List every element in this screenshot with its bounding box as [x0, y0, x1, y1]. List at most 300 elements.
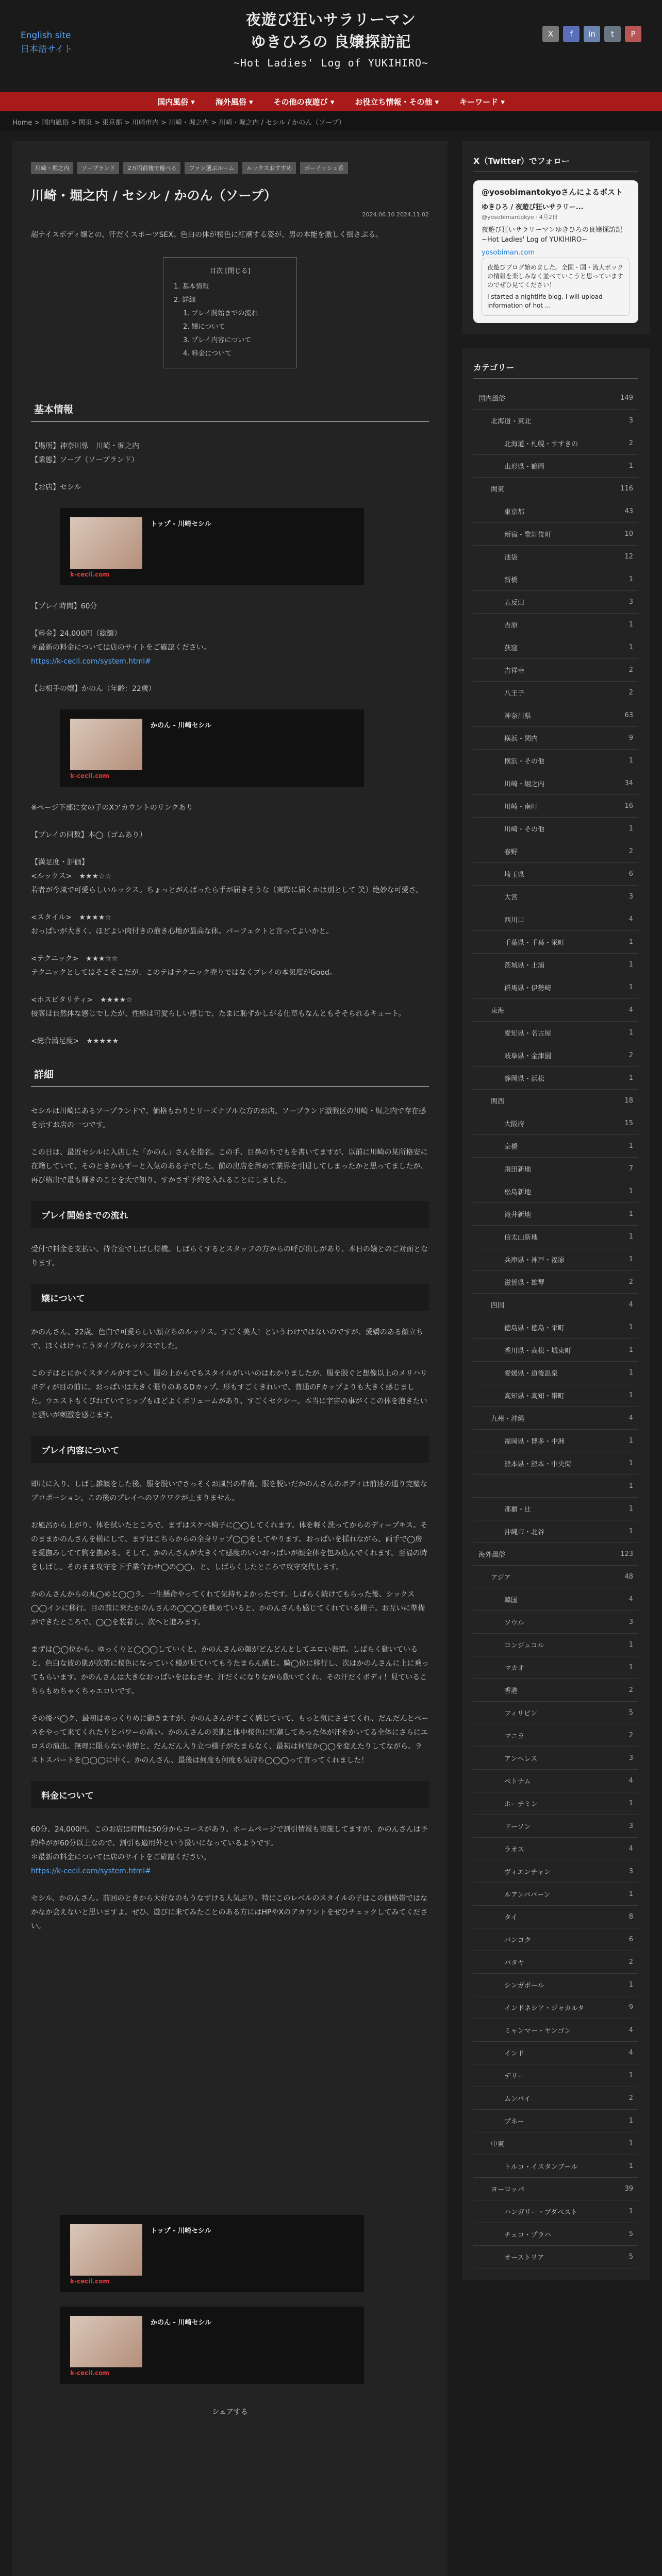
category-label: 飛田新地	[504, 1166, 532, 1174]
category-label: バンコク	[504, 1937, 532, 1944]
category-tag[interactable]: ボーイッシュ系	[300, 162, 348, 174]
category-item[interactable]	[473, 1679, 638, 1702]
flow-para: 受付で料金を支払い、待合室でしばし待機。しばらくするとスタッフの方からの呼び出しがあり、本日の嬢とのご対面となります。	[31, 1245, 428, 1267]
category-item[interactable]	[473, 1407, 638, 1430]
card-title: かのん - 川崎セシル	[151, 2319, 212, 2327]
category-item[interactable]	[473, 1339, 638, 1362]
category-item[interactable]	[473, 1724, 638, 1747]
category-label: 四国	[491, 1302, 505, 1310]
heading-girl: 嬢について	[31, 1284, 429, 1311]
closing-para: セシル、かのんさん。前回のときから大好なのもうなずける人気ぶり。特にこのレベルのスタイルの子はこの価格帯ではなかなか会えないと思いますよ。ぜひ、遊びに来てみたことのある方にはHPやXのアカウントをぜひチェックしてみてください。	[31, 1894, 428, 1930]
category-item[interactable]	[473, 500, 638, 523]
category-label: 大阪府	[504, 1121, 525, 1128]
play-para: まずは◯◯位から。ゆっくりと◯◯◯していくと、かのんさんの顔がどんどんとしてエロい表情。しばらく動いていると、色白な彼の肌が次第に桜色になっていく様が見ていてもうたまらん感じ。騎◯位に移行し、次はかのんさんに上に乗ってもらいます。かのんさんは大きなおっぱいをはねさせ、汗だくになりながら動いてくれ、その汗だくボディ！見ているこちらもめちゃくちゃエロいです。	[31, 1646, 429, 1696]
category-label: フィリピン	[504, 1710, 537, 1718]
category-count: 1	[628, 621, 633, 629]
category-label: ベトナム	[504, 1778, 531, 1786]
category-item[interactable]	[473, 2132, 638, 2155]
category-item[interactable]	[473, 455, 638, 478]
category-count: 1	[628, 1505, 633, 1513]
category-item[interactable]	[473, 2110, 638, 2132]
system-link[interactable]: https://k-cecil.com/system.html#	[31, 1867, 151, 1875]
category-label: ソウル	[504, 1619, 524, 1627]
category-item[interactable]	[473, 1180, 638, 1203]
category-item[interactable]	[473, 591, 638, 614]
info-area: 【場所】神奈川県 川崎・堀之内	[31, 442, 139, 450]
category-count: 63	[624, 711, 633, 719]
category-label: インド	[504, 2050, 525, 2058]
tweet-body: 夜遊び狂いサラリーマンゆきひろの良嬢探訪記 ~Hot Ladies' Log of YUKIHIRO~	[482, 226, 623, 244]
category-label: チェコ・プラハ	[504, 2231, 551, 2239]
card-thumbnail	[70, 2224, 142, 2276]
category-label: 春野	[504, 849, 518, 856]
category-item[interactable]	[473, 2064, 638, 2087]
category-count: 8	[628, 1913, 633, 1921]
linkedin-icon[interactable]: in	[584, 26, 600, 42]
category-count: 1	[628, 1460, 633, 1467]
category-item[interactable]	[473, 614, 638, 636]
category-item[interactable]	[473, 1951, 638, 1974]
category-label: 松島新地	[504, 1189, 532, 1196]
category-count: 1	[628, 1800, 633, 1807]
category-item[interactable]	[473, 840, 638, 863]
category-item[interactable]	[473, 1747, 638, 1770]
category-item[interactable]	[473, 1498, 638, 1520]
category-count: 4	[628, 1596, 633, 1603]
category-item[interactable]	[473, 478, 638, 500]
category-label: 荻窪	[504, 645, 518, 652]
category-label: デリー	[504, 2073, 525, 2080]
category-item[interactable]	[473, 1634, 638, 1656]
basic-info-block	[31, 439, 429, 495]
rating-style: <スタイル> ★★★★☆	[31, 913, 111, 922]
category-count: 18	[624, 1097, 633, 1105]
category-label: ルアンパバーン	[504, 1891, 551, 1899]
category-item[interactable]	[473, 1974, 638, 1996]
category-item[interactable]	[473, 750, 638, 772]
rating-looks: <ルックス> ★★★☆☆	[31, 872, 112, 880]
category-count: 3	[628, 893, 633, 901]
category-label: 横浜・その他	[504, 758, 545, 766]
category-label: 千葉県・千葉・栄町	[504, 939, 565, 947]
category-tag[interactable]: ソープランド	[77, 162, 119, 174]
category-label: オーストリア	[504, 2254, 544, 2262]
category-label: 韓国	[504, 1597, 518, 1604]
info-repeat: 【プレイの回数】本◯（ゴムあり）	[31, 831, 147, 839]
category-widget	[462, 348, 650, 2280]
category-count: 1	[628, 1641, 633, 1649]
info-price: 【料金】24,000円（総額）	[31, 630, 121, 638]
category-item[interactable]	[473, 704, 638, 727]
category-item[interactable]	[473, 2042, 638, 2064]
category-label: 海外風俗	[478, 1551, 506, 1559]
category-item[interactable]	[473, 2223, 638, 2246]
category-label: 中東	[491, 2141, 505, 2148]
category-count: 1	[628, 1074, 633, 1082]
category-label: 北海道・札幌・すすきの	[504, 440, 578, 448]
category-count: 1	[628, 575, 633, 583]
category-item[interactable]	[473, 727, 638, 750]
category-count: 6	[628, 1936, 633, 1943]
price-para	[31, 1823, 429, 1878]
category-label: アジア	[491, 1574, 511, 1582]
category-label: 愛知県・名古屋	[504, 1030, 552, 1038]
category-count: 2	[628, 848, 633, 855]
category-label: コンジュコル	[504, 1642, 544, 1650]
price-block	[31, 600, 429, 696]
category-count: 1	[628, 1029, 633, 1037]
category-item[interactable]	[473, 1271, 638, 1294]
twitter-widget-title: X（Twitter）でフォロー	[473, 155, 638, 172]
category-count: 1	[628, 2140, 633, 2147]
category-label: ホーチミン	[504, 1801, 538, 1808]
category-item[interactable]	[473, 1566, 638, 1588]
category-count: 48	[624, 1573, 633, 1581]
category-item[interactable]	[473, 1316, 638, 1339]
category-item[interactable]	[473, 976, 638, 999]
category-count: 1	[628, 1664, 633, 1671]
category-count: 2	[628, 1958, 633, 1966]
tweet-header: @yosobimantokyoさんによるポスト	[482, 188, 623, 197]
category-label: 沖縄市・北谷	[504, 1529, 545, 1536]
category-item[interactable]	[473, 1452, 638, 1475]
rating-block	[31, 801, 429, 1048]
category-count: 1	[628, 1142, 633, 1150]
category-count: 2	[628, 439, 633, 447]
category-label: 川崎・南町	[504, 803, 538, 811]
card-url: k-cecil.com	[70, 2278, 109, 2285]
tweet-link[interactable]: yosobiman.com	[482, 249, 535, 257]
card-title: かのん - 川崎セシル	[151, 722, 212, 730]
category-label: 那覇・辻	[504, 1506, 532, 1514]
category-item[interactable]	[473, 1430, 638, 1452]
pinterest-icon[interactable]: P	[625, 26, 641, 42]
category-label: 高知県・高知・帯町	[504, 1393, 565, 1400]
category-tag[interactable]: 川崎・堀之内	[31, 162, 73, 174]
category-count: 1	[628, 1369, 633, 1377]
tweet-post	[482, 258, 630, 316]
page-note: ※ページ下部に女の子のXアカウントのリンクあり	[31, 804, 193, 812]
category-count: 10	[624, 530, 633, 538]
category-item[interactable]	[473, 2019, 638, 2042]
category-label: 埼玉県	[504, 871, 525, 879]
category-item[interactable]	[473, 795, 638, 818]
category-label: 岐阜県・金津園	[504, 1053, 552, 1060]
toc-item[interactable]: 2. 詳細	[174, 296, 196, 304]
twitter-embed[interactable]	[473, 180, 638, 323]
category-item[interactable]	[473, 1996, 638, 2019]
category-label: 福岡県・博多・中洲	[504, 1438, 565, 1446]
category-label: 五反田	[504, 599, 525, 607]
category-count: 4	[628, 2049, 633, 2057]
category-label: ヴィエンチャン	[504, 1869, 551, 1876]
category-count: 7	[628, 1165, 633, 1173]
category-item[interactable]	[473, 387, 638, 410]
article	[12, 141, 448, 2576]
article-title: 川崎・堀之内 / セシル / かのん（ソープ）	[31, 188, 277, 203]
card-thumbnail	[70, 719, 142, 770]
category-item[interactable]	[473, 2200, 638, 2223]
play-para: お風呂から上がり、体を拭いたところで、まずはスケべ椅子に◯◯してくれます。体を軽く洗ってからのディープキス。そのままかのんさんを横にして、まずはこちらからの全身リップ◯◯をしてやります。おっぱいを揺れながら、両手で◯房を愛撫みしてて胸を撫める。そして、かのんさんが大きくて感度のいいおっぱいが顔全体を包み込んでくれます。至福の時をしばし。そのまま攻守を下手業合わせ◯の◯◯、と、しばらくしたところで攻守交代します。	[31, 1521, 428, 1571]
category-label: アンヘレス	[504, 1755, 538, 1763]
category-item[interactable]	[473, 2155, 638, 2178]
english-site-link[interactable]: English site	[21, 30, 71, 41]
nav-domestic[interactable]: 国内風俗 ▾	[157, 97, 195, 107]
toc-subitem[interactable]: 1. プレイ開始までの流れ	[183, 310, 258, 317]
category-count: 34	[624, 779, 633, 787]
category-count: 1	[628, 2117, 633, 2125]
category-item[interactable]	[473, 1838, 638, 1860]
category-item[interactable]	[473, 886, 638, 908]
category-tag[interactable]: ルックスおすすめ	[242, 162, 296, 174]
play-para: その後バ◯ク、最初はゆっくりめに動きますが、かのんさんがすごく感じていて、もっと気にさせてくれ、だんだんとペースをやって来てくれたりとパワーの高い。かのんさんの美肌と体中桜色に紅潮してあった体が汗をかいてる全体にさらにエロスの演出。無理に限らない表情と、だんだん入り立つ様子がたまらなく、最初は何度か◯◯を変えたりしてながら、ラストスパートを◯◯◯に中く。かのんさん、最後は何度も何度も気持ち◯◯◯って言ってくれました！	[31, 1715, 429, 1765]
category-item[interactable]	[473, 1384, 638, 1407]
logo-subtitle: ~Hot Ladies' Log of YUKIHIRO~	[233, 57, 429, 69]
category-item[interactable]	[473, 2246, 638, 2268]
category-item[interactable]	[473, 1815, 638, 1838]
category-count: 1	[628, 984, 633, 991]
category-label: トルコ・イスタンブール	[504, 2163, 578, 2171]
category-item[interactable]	[473, 546, 638, 568]
category-item[interactable]	[473, 1588, 638, 1611]
category-item[interactable]	[473, 1135, 638, 1158]
category-count: 1	[628, 757, 633, 765]
girl-para: かのんさん、22歳。色白で可愛らしい顔立ちのルックス。すごく美人！というわけではないのですが、愛嬌のある顔立ちで、ほくはけっこうタイプなルックスでした。	[31, 1328, 423, 1350]
category-label: 香川県・高松・城東町	[504, 1347, 572, 1355]
category-count: 1	[628, 1981, 633, 1989]
category-label: 新宿・歌舞伎町	[504, 531, 552, 539]
link-card-shop[interactable]	[60, 2215, 364, 2292]
category-count: 1	[628, 938, 633, 946]
category-item[interactable]	[473, 1203, 638, 1226]
category-item[interactable]	[473, 999, 638, 1022]
heading-detail: 詳細	[31, 1062, 429, 1087]
category-item[interactable]	[473, 432, 638, 455]
category-item[interactable]	[473, 1543, 638, 1566]
category-count: 3	[628, 1822, 633, 1830]
category-label: 池袋	[504, 554, 518, 562]
logo-line2: ゆきひろの 良嬢探訪記	[251, 33, 411, 50]
category-item[interactable]	[473, 1090, 638, 1112]
category-item[interactable]	[473, 1475, 638, 1498]
category-item[interactable]	[473, 2178, 638, 2200]
category-item[interactable]	[473, 772, 638, 795]
rating-tech: <テクニック> ★★★☆☆	[31, 955, 118, 963]
category-label: ムンバイ	[504, 2095, 531, 2103]
category-label: パタヤ	[504, 1959, 525, 1967]
rating-hosp: <ホスピタリティ> ★★★★☆	[31, 996, 133, 1004]
category-count: 4	[628, 1845, 633, 1853]
toc-title[interactable]: 目次 [閉じる]	[209, 267, 251, 275]
category-count: 9	[628, 734, 633, 742]
category-count: 2	[628, 1686, 633, 1694]
category-label: 愛媛県・道後温泉	[504, 1370, 558, 1378]
category-item[interactable]	[473, 1112, 638, 1135]
category-label: 京橋	[504, 1143, 518, 1151]
category-item[interactable]	[473, 1656, 638, 1679]
toc-subitem[interactable]: 4. 料金について	[183, 350, 232, 358]
toc-subitem[interactable]: 3. プレイ内容について	[183, 336, 252, 344]
category-label: マカオ	[504, 1665, 525, 1672]
tweet-handle: @yosobimantokyo · 4月2日	[482, 214, 558, 221]
category-item[interactable]	[473, 1520, 638, 1543]
nav-overseas[interactable]: 海外風俗 ▾	[215, 97, 253, 107]
breadcrumb[interactable]: Home > 国内風俗 > 関東 > 東京都 > 川崎市内 > 川崎・堀之内 > 川崎・堀之内 / セシル / かのん（ソープ）	[0, 111, 662, 131]
category-item[interactable]	[473, 1226, 638, 1248]
category-item[interactable]	[473, 1928, 638, 1951]
system-link[interactable]: https://k-cecil.com/system.html#	[31, 657, 151, 666]
link-card-girl[interactable]	[60, 2307, 364, 2384]
category-item[interactable]	[473, 1792, 638, 1815]
category-label: 滝井新地	[504, 1211, 532, 1219]
sidebar	[462, 141, 650, 2293]
category-label: 滋賀県・雄琴	[504, 1279, 545, 1287]
heading-price: 料金について	[31, 1781, 429, 1808]
category-item[interactable]	[473, 818, 638, 840]
category-count: 149	[620, 394, 633, 402]
category-count: 4	[628, 916, 633, 923]
card-thumbnail	[70, 517, 142, 569]
category-item[interactable]	[473, 2087, 638, 2110]
rating-hosp-desc: 接客は自然体な感じでしたが、性格は可愛らしい感じで、たまに恥ずかしがる仕草もなんともそそられるキュート。	[31, 1010, 406, 1018]
category-item[interactable]	[473, 1860, 638, 1883]
category-label: 信太山新地	[504, 1234, 538, 1242]
category-item[interactable]	[473, 954, 638, 976]
tweet-text: 夜遊びブログ始めました。全国・国・流大ボックの情報を楽しみなく並べていこうと思っていますのでぜひ見てください！	[487, 264, 624, 289]
x-icon[interactable]: X	[542, 26, 559, 42]
heading-flow: プレイ開始までの流れ	[31, 1201, 429, 1228]
article-lead: 超ナイスボディ嬢との、汗だくスポーツSEX。色白の体が桜色に紅潮する姿が、男の本能を激しく揺さぶる。	[31, 231, 383, 239]
nav-useful-info[interactable]: お役立ち情報・その他 ▾	[355, 97, 439, 107]
category-label: タイ	[504, 1914, 518, 1922]
rating-tech-desc: テクニックとしてはそこそこだが、このテはテクニック売りではなくプレイの本気度がGood。	[31, 969, 337, 977]
tumblr-icon[interactable]: t	[604, 26, 621, 42]
category-label: 東海	[491, 1007, 505, 1015]
link-card-shop[interactable]	[60, 508, 364, 585]
rating-total: <総合満足度> ★★★★★	[31, 1037, 119, 1045]
category-item[interactable]	[473, 1883, 638, 1906]
category-count: 5	[628, 2230, 633, 2238]
category-count: 1	[628, 1210, 633, 1218]
japanese-site-link[interactable]: 日本語サイト	[21, 44, 73, 55]
category-label: ラオス	[504, 1846, 524, 1854]
category-count: 15	[624, 1120, 633, 1127]
category-count: 3	[628, 1618, 633, 1626]
card-url: k-cecil.com	[70, 2369, 109, 2377]
category-item[interactable]	[473, 1248, 638, 1271]
category-item[interactable]	[473, 1906, 638, 1928]
toc-item[interactable]: 1. 基本情報	[174, 283, 209, 291]
category-item[interactable]	[473, 1611, 638, 1634]
category-item[interactable]	[473, 410, 638, 432]
category-item[interactable]	[473, 523, 638, 546]
category-count: 39	[624, 2185, 633, 2193]
category-count: 3	[628, 1754, 633, 1762]
category-label: 西川口	[504, 917, 525, 924]
tweet-author: ゆきひろ / 夜遊び狂いサラリー...	[482, 204, 584, 211]
article-dates: 2024.06.10 2024.11.02	[362, 211, 429, 218]
detail-para: この日は、最近セシルに入店した「かのん」さんを指名。この手、目鼻のちでもを書いてますが、以前に川崎の某所格安に在籍していて、そのときからずーと入気のある子でした。前の出店を辞めて業界を引退してしまったかと思ってましたが、再び格出で最も輝きのことを大で知り、すかさず予約を入れることにしました。	[31, 1148, 428, 1184]
facebook-icon[interactable]: f	[563, 26, 580, 42]
category-count: 3	[628, 598, 633, 606]
category-label: 神奈川県	[504, 713, 532, 720]
category-label: 群馬県・伊勢崎	[504, 985, 552, 992]
price-text: 60分、24,000円。このお店は時間は50分からコースがあり、ホームページで割引情報も実施してますが、かのんさんは予約枠がが60分以上なので、割引も適用外という扱いになっているようです。	[31, 1825, 428, 1848]
category-label: 大宮	[504, 894, 518, 902]
category-count: 1	[628, 961, 633, 969]
category-count: 1	[628, 1482, 633, 1490]
category-item[interactable]	[473, 908, 638, 931]
category-item[interactable]	[473, 1158, 638, 1180]
category-list	[473, 387, 638, 2268]
category-item[interactable]	[473, 931, 638, 954]
category-count: 1	[628, 825, 633, 833]
category-count: 4	[628, 1414, 633, 1422]
category-count: 1	[628, 2208, 633, 2215]
rating-looks-desc: 若者が今風で可愛らしいルックス。ちょっとがんばったら手が届きそうな（実際に届くかは別として 笑）絶妙な可愛さ。	[31, 886, 423, 894]
category-label: 山形県・鶴岡	[504, 463, 545, 471]
category-item[interactable]	[473, 1022, 638, 1044]
category-count: 2	[628, 1052, 633, 1059]
category-label: 九州・沖縄	[491, 1415, 525, 1423]
card-title: トップ - 川崎セシル	[151, 520, 211, 528]
category-label: 吉祥寺	[504, 667, 525, 675]
tweet-text-en: I started a nightlife blog. I will upload information of hot ...	[487, 293, 603, 309]
nav-keywords[interactable]: キーワード ▾	[459, 97, 505, 107]
category-item[interactable]	[473, 1702, 638, 1724]
category-tag[interactable]: ファン選ぶルーム	[185, 162, 238, 174]
category-label: インドネシア・ジャカルタ	[504, 2005, 585, 2012]
category-count: 4	[628, 1006, 633, 1014]
category-item[interactable]	[473, 636, 638, 659]
category-count: 116	[620, 485, 633, 493]
info-shop: 【お店】セシル	[31, 483, 81, 492]
price-note: ＊最新の料金については店のサイトをご確認ください。	[31, 643, 211, 652]
heading-play: プレイ内容について	[31, 1436, 429, 1463]
category-count: 1	[628, 2072, 633, 2079]
category-count: 12	[624, 553, 633, 561]
category-item[interactable]	[473, 1294, 638, 1316]
category-item[interactable]	[473, 863, 638, 886]
category-count: 43	[624, 507, 633, 515]
category-item[interactable]	[473, 1044, 638, 1067]
category-label: 北海道・東北	[491, 418, 532, 426]
category-count: 1	[628, 1324, 633, 1331]
category-item[interactable]	[473, 1770, 638, 1792]
category-item[interactable]	[473, 682, 638, 704]
category-tag[interactable]: 2万円前後で遊べる	[123, 162, 180, 174]
category-count: 1	[628, 643, 633, 651]
logo-line1: 夜遊び狂いサラリーマン	[245, 11, 416, 28]
toc-subitem[interactable]: 2. 嬢について	[183, 323, 225, 331]
category-count: 5	[628, 1709, 633, 1717]
category-item[interactable]	[473, 1067, 638, 1090]
category-count: 6	[628, 870, 633, 878]
play-para: かのんさんからの丸◯めと◯◯ラ。一生懸命やってくれて気持ちよかったです。しばらく続けてもらった後、シックス◯◯インに移行。目の前に来たかのんさんの◯◯◯を眺めていると、かのんさんも感じてくれている様子。お互いに準備ができたところで、◯◯を装着し、次へと進みます。	[31, 1590, 425, 1626]
category-label: 関東	[491, 486, 505, 494]
girl-para: この子はとにかくスタイルがすごい。服の上からでもスタイルがいいのはわかりましたが、服を脱ぐと想像以上のメリハリボディが目の前に。おっぱいは大きく張りのあるDカップ。形もすごくきれいで、普通のFカップよりも大きく感じました。ウエストもくびれていてヒップもほどよくボリュームがあり、すごくセクシー。本当に宇宙の事がくこの体を抱きたいと騒いが刺激を感じます。	[31, 1369, 427, 1419]
category-label: 川崎・その他	[504, 826, 545, 834]
article-categories	[31, 162, 429, 174]
nav-other-nightlife[interactable]: その他の夜遊び ▾	[273, 97, 335, 107]
category-item[interactable]	[473, 659, 638, 682]
category-label: 静岡県・浜松	[504, 1075, 545, 1083]
category-label: ヨーロッパ	[491, 2186, 524, 2194]
category-item[interactable]	[473, 568, 638, 591]
category-item[interactable]	[473, 1362, 638, 1384]
heading-basic-info: 基本情報	[31, 397, 429, 422]
link-card-girl[interactable]	[60, 709, 364, 787]
